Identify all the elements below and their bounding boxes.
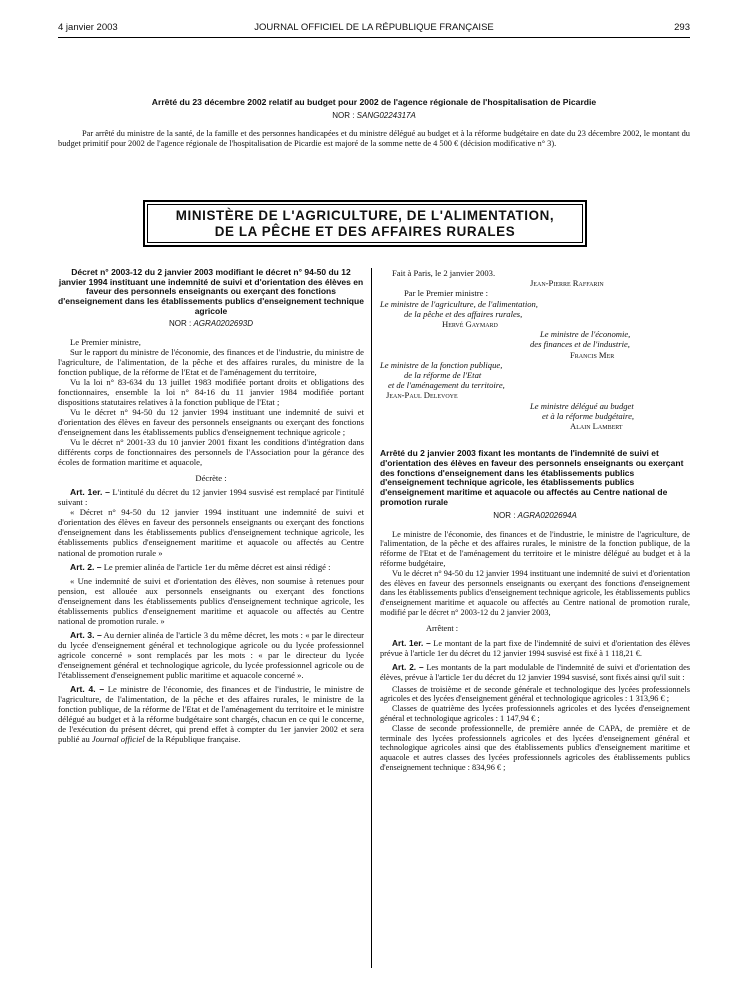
fp-name: Jean-Paul Delevoye bbox=[386, 390, 458, 401]
decret-decrete: Décrète : bbox=[195, 473, 227, 484]
decret-art2-quote: « Une indemnité de suivi et d'orientation des élèves, non soumise à retenues pour pension, est allouée aux personnels enseignants ou exerçant des fonctions d'enseignement dans les établissements publics d'enseignement technique agricole, les établissements publics d'enseignement maritime et aquacole ou affectés au Centre national de promotion rurale. » bbox=[58, 575, 364, 626]
arrete-picardie-body: Par arrêté du ministre de la santé, de la famille et des personnes handicapées et du ministre délégué au budget et à la réforme budgétaire en date du 23 décembre 2002, le montant du budget primitif pour 2002 de l'agence régionale de l'hospitalisation de Picardie est majoré de la somme nette de 4 500 € (décision modificative n° 3). bbox=[58, 129, 690, 149]
header-rule bbox=[58, 37, 690, 38]
arrete2-art1: Art. 1er. – Le montant de la part fixe de l'indemnité de suivi et d'orientation des élèves prévue à l'article 1er du décret du 12 janvier 1994 susvisé est fixé à 1 118,21 €. bbox=[380, 638, 690, 659]
pm-name: Jean-Pierre Raffarin bbox=[530, 278, 604, 289]
decret-art3: Art. 3. – Au dernier alinéa de l'article 3 du même décret, les mots : « par le directeur du lycée d'enseignement général et technologique agricole ou du lycée professionnel agricole concerné » sont remplacés par les mots : « par le directeur du lycée d'enseignement général et technologique agricole, du lycée professionnel agricole ou de l'établissement d'enseignement public maritime et aquacole concerné ». bbox=[58, 629, 364, 681]
decret-art1: Art. 1er. – L'intitulé du décret du 12 janvier 1994 susvisé est remplacé par l'intitulé suivant : bbox=[58, 487, 365, 508]
page-header bbox=[58, 22, 690, 36]
decret-title: Décret n° 2003-12 du 2 janvier 2003 modifiant le décret n° 94-50 du 12 janvier 1994 instituant une indemnité de suivi et d'orientation des élèves en faveur des personnels enseignants ou exerçant des fonctions d'enseignement dans les établissements publics d'enseignement technique agricole bbox=[58, 267, 364, 316]
fait-a-paris: Fait à Paris, le 2 janvier 2003. bbox=[392, 268, 496, 278]
arrete2-title: Arrêté du 2 janvier 2003 fixant les montants de l'indemnité de suivi et d'orientation des élèves en faveur des personnels enseignants ou exerçant des fonctions d'enseignement dans les établissements publics d'enseignement technique agricole, les établissements publics d'enseignement maritime et aquacole ou affectés au Centre national de promotion rurale bbox=[380, 448, 684, 507]
signature-block bbox=[380, 268, 690, 431]
arrete2-arretent: Arrêtent : bbox=[426, 623, 459, 633]
bud-role-1: Le ministre délégué au budget bbox=[530, 400, 634, 411]
arrete2-p2: Vu le décret n° 94-50 du 12 janvier 1994 instituant une indemnité de suivi et d'orientation des élèves en faveur des personnels enseignants ou exerçant des fonctions d'enseignement dans les établissements publics d'enseignement technique agricole, les établissements publics d'enseignement maritime et aquacole ou affectés au Centre national de promotion rurale, modifié par le décret n° 2003-12 du 2 janvier 2003, bbox=[380, 568, 690, 617]
ministry-line-2: DE LA PÊCHE ET DES AFFAIRES RURALES bbox=[214, 223, 516, 239]
arrete-picardie-nor: NOR : SANG0224317A bbox=[332, 111, 416, 120]
arrete2-c1: Classes de troisième et de seconde générale et technologique des lycées professionnels agricoles et des lycées d'enseignement général et technologique agricoles : 1 313,96 € ; bbox=[380, 684, 690, 704]
ministry-heading-box bbox=[143, 200, 587, 247]
arrete2-art2: Art. 2. – Les montants de la part modulable de l'indemnité de suivi et d'orientation des élèves, prévue à l'article 1er du décret du 12 janvier 1994 susvisé, sont fixés ainsi qu'il suit : bbox=[380, 662, 690, 682]
decret-art1-quote: « Décret n° 94-50 du 12 janvier 1994 instituant une indemnité de suivi et d'orientation des élèves en faveur des personnels enseignants ou exerçant des fonctions d'enseignement dans les établissements publics d'enseignement technique agricole, les établissements publics d'enseignement maritime et aquacole ou affectés au Centre national de promotion rurale » bbox=[58, 507, 364, 558]
right-column bbox=[380, 268, 690, 773]
fp-role-3: et de l'aménagement du territoire, bbox=[388, 380, 505, 391]
arrete2-p1: Le ministre de l'économie, des finances et de l'industrie, le ministre de l'agriculture, de l'alimentation, de la pêche et des affaires rurales, le ministre de la fonction publique, de la réforme de l'Etat et de l'aménagement du territoire et le ministre délégué au budget et à la réforme budgétaire, bbox=[380, 529, 690, 568]
decret-art4: Art. 4. – Le ministre de l'économie, des finances et de l'industrie, le ministre de l'agriculture, de l'alimentation, de la pêche et des affaires rurales, le ministre de la fonction publique, de la réforme de l'Etat et de l'aménagement du territoire et le ministre délégué au budget et à la réforme budgétaire sont chargés, chacun en ce qui le concerne, de l'exécution du présent décret, qui prend effet à compter du 1er janvier 2002 et sera publié au Journal officiel de la République française. bbox=[58, 684, 364, 745]
left-column bbox=[58, 268, 364, 744]
agri-role-1: Le ministre de l'agriculture, de l'alimentation, bbox=[380, 298, 538, 309]
eco-role-1: Le ministre de l'économie, bbox=[540, 329, 631, 340]
ministry-line-1: MINISTÈRE DE L'AGRICULTURE, DE L'ALIMENTATION, bbox=[175, 207, 555, 223]
arrete2-nor: NOR : AGRA0202694A bbox=[493, 511, 577, 521]
agri-name: Hervé Gaymard bbox=[442, 319, 498, 330]
decret-p2: Sur le rapport du ministre de l'économie, des finances et de l'industrie, du ministre de l'agriculture, de l'alimentation, de la pêche et des affaires rurales, du ministre de la fonction publique, de la réforme de l'Etat et de l'aménagement du territoire, bbox=[58, 346, 364, 377]
arrete-picardie bbox=[58, 97, 690, 149]
issue-date: 4 janvier 2003 bbox=[58, 22, 118, 33]
decret-p4: Vu le décret n° 94-50 du 12 janvier 1994 instituant une indemnité de suivi et d'orientation des élèves en faveur des personnels enseignants ou exerçant des fonctions d'enseignement dans les établissements publics d'enseignement technique agricole ; bbox=[58, 406, 364, 437]
decret-art2: Art. 2. – Le premier alinéa de l'article 1er du même décret est ainsi rédigé : bbox=[70, 561, 331, 572]
arrete-picardie-title: Arrêté du 23 décembre 2002 relatif au budget pour 2002 de l'agence régionale de l'hospitalisation de Picardie bbox=[151, 97, 597, 107]
fp-role-1: Le ministre de la fonction publique, bbox=[380, 359, 503, 370]
agri-role-2: de la pêche et des affaires rurales, bbox=[404, 308, 523, 319]
column-divider bbox=[371, 268, 372, 968]
decret-p5: Vu le décret n° 2001-33 du 10 janvier 2001 fixant les conditions d'intégration dans différents corps de fonctionnaires des personnels de l'Association pour la gérance des écoles de formation maritime et aquacole, bbox=[58, 437, 364, 468]
par-premier-ministre: Par le Premier ministre : bbox=[404, 288, 489, 299]
bud-role-2: et à la réforme budgétaire, bbox=[542, 410, 635, 421]
journal-title: JOURNAL OFFICIEL DE LA RÉPUBLIQUE FRANÇAISE bbox=[254, 22, 494, 33]
fp-role-2: de la réforme de l'Etat bbox=[404, 370, 482, 381]
arrete2-c3: Classe de seconde professionnelle, de première année de CAPA, de première et de terminale des lycées professionnels agricoles et des lycées d'enseignement général et technologique agricoles ainsi que des établissements publics d'enseignement maritime et aquacole et autres classes des lycées professionnels agricoles des établissements publics d'enseignement technique : 834,96 € ; bbox=[380, 723, 690, 773]
eco-role-2: des finances et de l'industrie, bbox=[530, 339, 630, 350]
arrete2-c2: Classes de quatrième des lycées professionnels agricoles et des lycées d'enseignement général et technologique agricoles : 1 147,94 € ; bbox=[380, 704, 690, 724]
bud-name: Alain Lambert bbox=[570, 421, 623, 432]
page-number: 293 bbox=[674, 22, 690, 33]
eco-name: Francis Mer bbox=[570, 349, 615, 360]
decret-p3: Vu la loi n° 83-634 du 13 juillet 1983 modifiée portant droits et obligations des fonctionnaires, ensemble la loi n° 84-16 du 11 janvier 1984 modifiée portant dispositions statutaires relatives à la fonction publique de l'Etat ; bbox=[58, 376, 364, 407]
decret-nor: NOR : AGRA0202693D bbox=[168, 318, 254, 328]
decret-p1: Le Premier ministre, bbox=[70, 336, 141, 347]
